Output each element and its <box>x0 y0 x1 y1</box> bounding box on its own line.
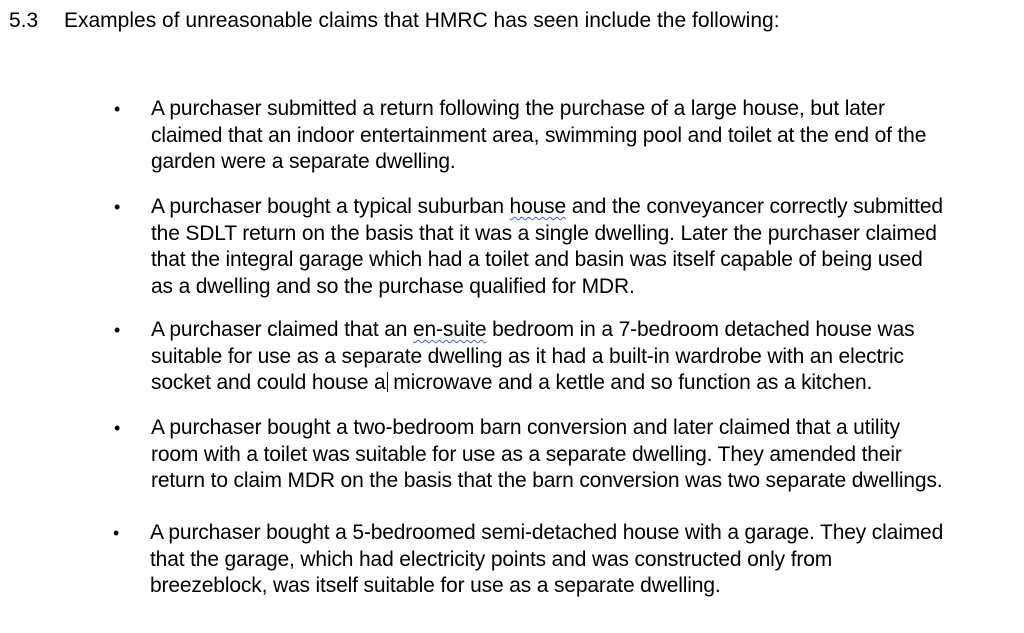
text-line: that the integral garage which had a toilet and basin was itself capable of being used <box>151 248 923 271</box>
text-segment: and the conveyancer correctly submitted <box>566 195 943 218</box>
text-line: room with a toilet was suitable for use as a separate dwelling. They amended their <box>151 442 902 466</box>
text-line <box>151 194 1011 221</box>
text-line: garden were a separate dwelling. <box>151 150 456 173</box>
bullet-icon: • <box>114 99 121 119</box>
list-item-text[interactable] <box>151 194 1011 300</box>
list-item-text[interactable] <box>150 520 1010 600</box>
text-line: claimed that an indoor entertainment area, swimming pool and toilet at the end of the <box>151 123 927 147</box>
section-number: 5.3 <box>9 9 39 32</box>
text-line: suitable for use as a separate dwelling as it had a built-in wardrobe with an electric <box>151 344 904 368</box>
spelling-flagged-word[interactable]: en-suite <box>412 318 487 341</box>
list-item-text[interactable] <box>151 415 1011 495</box>
text-segment: socket and could house a <box>151 371 386 394</box>
text-segment: A purchaser claimed that an <box>151 318 413 341</box>
text-segment: microwave and a kettle and so function as a kitchen. <box>387 371 873 394</box>
text-segment: A purchaser bought a typical suburban <box>151 195 510 218</box>
text-line: A purchaser submitted a return following the purchase of a large house, but later <box>151 97 885 120</box>
spelling-flagged-word[interactable]: house <box>509 195 567 218</box>
text-line <box>151 370 1011 397</box>
bullet-icon: • <box>114 197 121 217</box>
text-line <box>151 317 1011 344</box>
bullet-icon: • <box>113 523 120 543</box>
text-line: the SDLT return on the basis that it was a single dwelling. Later the purchaser claimed <box>151 221 937 245</box>
text-segment: bedroom in a 7-bedroom detached house was <box>486 318 915 341</box>
section-heading <box>9 8 780 34</box>
text-line: breezeblock, was itself suitable for use as a separate dwelling. <box>150 574 721 597</box>
text-line: A purchaser bought a two-bedroom barn conversion and later claimed that a utility <box>151 416 900 439</box>
text-line: as a dwelling and so the purchase qualified for MDR. <box>151 274 635 298</box>
text-line: that the garage, which had electricity points and was constructed only from <box>150 547 833 571</box>
list-item-text[interactable] <box>151 317 1011 397</box>
section-title: Examples of unreasonable claims that HMRC has seen include the following: <box>64 9 780 32</box>
list-item-text[interactable] <box>151 96 1011 176</box>
bullet-icon: • <box>114 320 121 340</box>
bullet-icon: • <box>114 418 121 438</box>
text-line: return to claim MDR on the basis that the barn conversion was two separate dwellings. <box>151 469 943 492</box>
text-line: A purchaser bought a 5-bedroomed semi-detached house with a garage. They claimed <box>150 521 944 544</box>
